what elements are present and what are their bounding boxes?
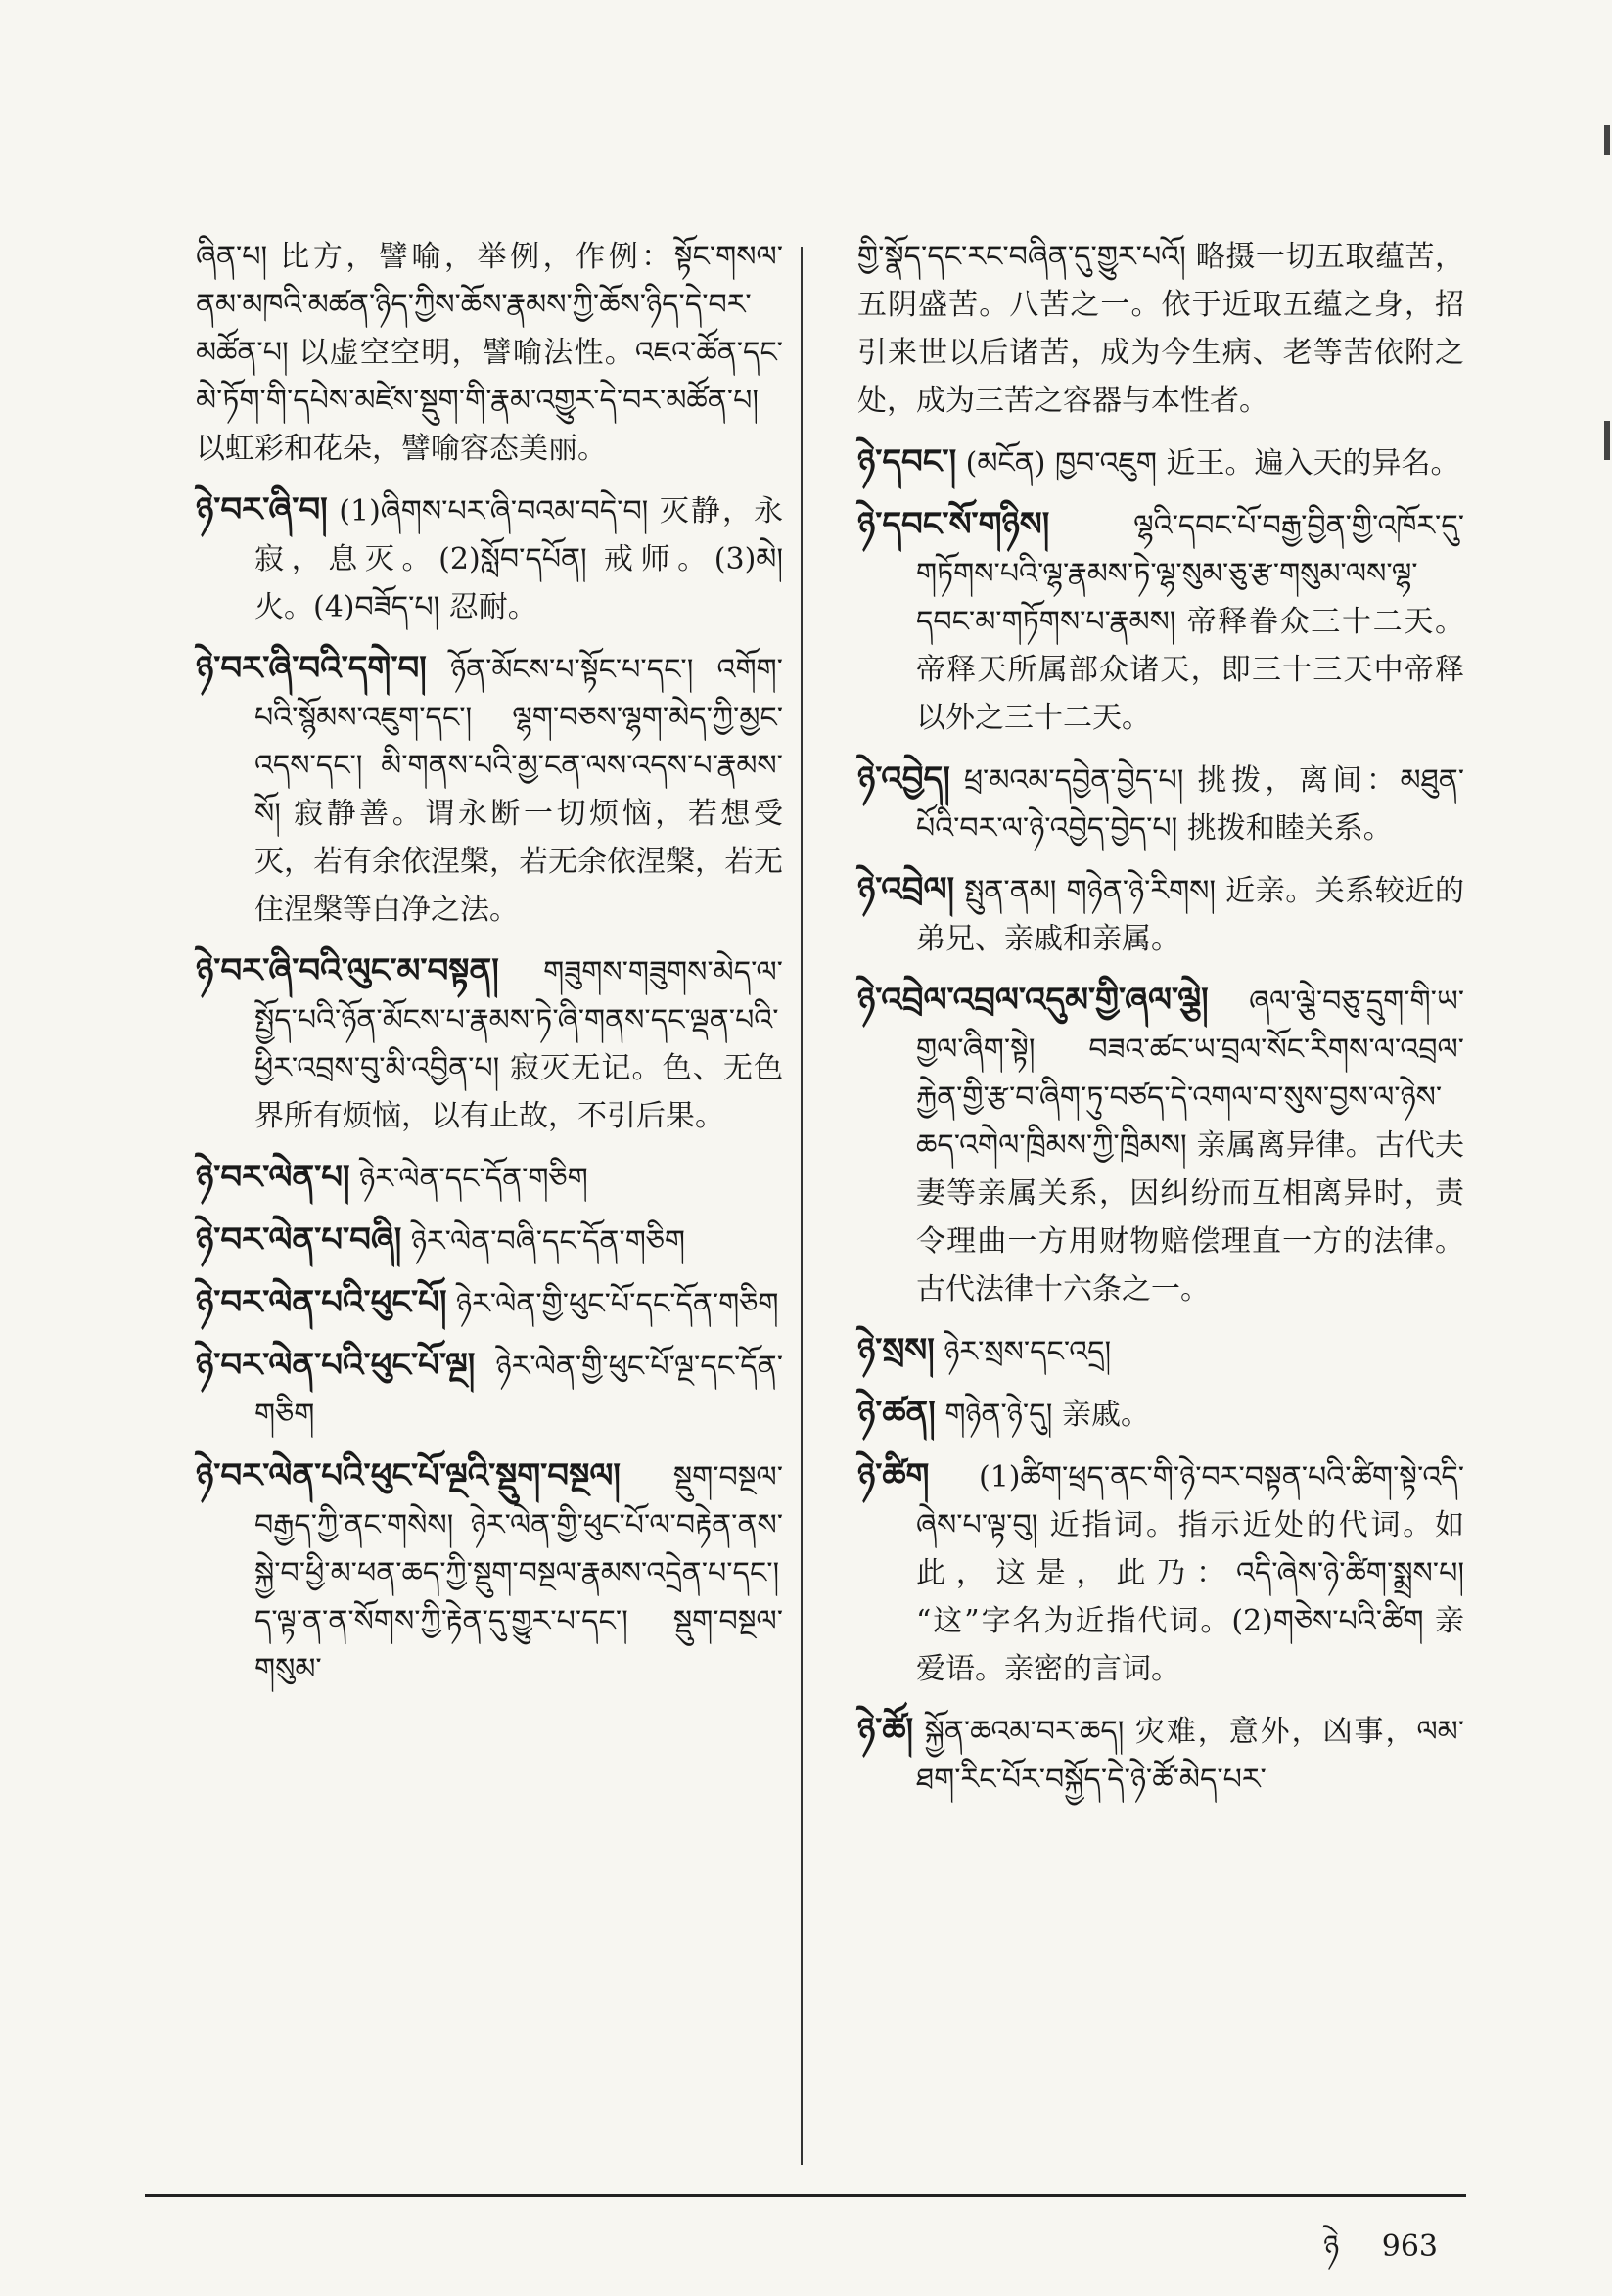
entry-headword: ཉེ་བར་ཞི་བའི་དགེ་བ། <box>196 649 427 688</box>
entry-headword: ཉེ་དབང་། <box>857 442 957 482</box>
dictionary-entry <box>196 1452 783 1693</box>
entry-headword: ཉེ་འབྲེལ། <box>857 870 955 909</box>
section-marker: ཉེ <box>1323 2229 1340 2264</box>
dictionary-entry <box>857 1327 1464 1376</box>
dictionary-entry <box>196 233 783 473</box>
entry-definition: ཞལ་ལྕེ་བཅུ་དྲུག་གི་ཡ་གྱལ་ཞིག་སྟེ། བཟའ་ཚང་ཡ་བྲལ་སོང་རིགས་ལ་འབྲལ་རྐྱེན་གྱི་རྩ་བ་ཞིག་ཏུ་བཙད་དེ་འགལ་བ་སུས་བྱས་ལ་ཉེས་ཆད་འགེལ་ཁྲིམས་ཀྱི་ཁྲིམས། 亲属离异律。古代夫妻等亲属关系，因纠纷而互相离异时，责令理曲一方用财物赔偿理直一方的法律。古代法律十六条之一。 <box>916 985 1464 1307</box>
entry-headword: ཉེ་བར་ཞི་བའི་ལུང་མ་བསྟན། <box>196 951 499 990</box>
dictionary-entry <box>857 756 1464 852</box>
entry-headword: ཉེ་བར་ལེན་པའི་ཕུང་པོ། <box>196 1283 447 1322</box>
left-column <box>196 233 783 1707</box>
entry-definition: གཉེན་ཉེ་དུ། 亲戚。 <box>944 1398 1151 1432</box>
entry-definition: (མངོན) ཁྱབ་འཇུག 近王。遍入天的异名。 <box>965 446 1460 481</box>
entry-headword: ཉེ་བར་ལེན་པའི་ཕུང་པོ་ལྔའི་སྡུག་བསྔལ། <box>196 1456 621 1495</box>
dictionary-entry <box>196 1217 783 1265</box>
dictionary-entry <box>857 1452 1464 1693</box>
dictionary-entry <box>196 645 783 934</box>
entry-headword: ཉེ་སྲས། <box>857 1331 935 1370</box>
entry-definition: ལྷའི་དབང་པོ་བརྒྱ་བྱིན་གྱི་འཁོར་དུ་གཏོགས་པའི་ལྷ་རྣམས་ཏེ་ལྷ་སུམ་ཅུ་རྩ་གསུམ་ལས་ལྷ་དབང་མ་གཏོགས་པ་རྣམས། 帝释眷众三十二天。帝释天所属部众诸天，即三十三天中帝释以外之三十二天。 <box>916 509 1464 735</box>
footer-rule <box>145 2194 1466 2197</box>
dictionary-entry <box>857 501 1464 742</box>
column-divider <box>801 247 803 2165</box>
dictionary-entry <box>857 977 1464 1313</box>
entry-headword: ཉེ་འབྱེད། <box>857 759 950 799</box>
page-footer <box>1290 2214 1438 2296</box>
entry-definition: ཉེར་ལེན་དང་དོན་གཅིག <box>359 1162 588 1196</box>
entry-definition: (1)ཚིག་ཕྲད་ནང་གི་ཉེ་བར་བསྟན་པའི་ཚིག་སྟེ་འདི་ཞེས་པ་ལྟ་བུ། 近指词。指示近处的代词。如此，这是，此乃：འདི་ཞེས་ཉེ་ཚིག་སྨྲས་པ། “这”字名为近指代词。(2)གཅེས་པའི་ཚིག 亲爱语。亲密的言词。 <box>916 1460 1464 1686</box>
entry-definition: ཞིན་པ། 比方，譬喻，举例，作例：སྟོང་གསལ་ནམ་མཁའི་མཚན་ཉིད་ཀྱིས་ཆོས་རྣམས་ཀྱི་ཆོས་ཉིད་དེ་བར་མཚོན་པ། 以虚空空明，譬喻法性。འཇའ་ཚོན་དང་མེ་ཏོག་གི་དཔེས་མཛེས་སྡུག་གི་རྣམ་འགྱུར་དེ་བར་མཚོན་པ། 以虹彩和花朵，譬喻容态美丽。 <box>196 240 783 466</box>
dictionary-entry <box>196 1154 783 1203</box>
entry-headword: ཉེ་ཚན། <box>857 1394 936 1433</box>
dictionary-entry <box>196 1342 783 1439</box>
dictionary-entry <box>857 438 1464 487</box>
entry-definition: ཉོན་མོངས་པ་སྟོང་པ་དང་། འགོག་པའི་སྙོམས་འཇུག་དང་། ལྷག་བཅས་ལྷག་མེད་ཀྱི་མྱང་འདས་དང་། མི་གནས་པའི་མྱ་ངན་ལས་འདས་པ་རྣམས་སོ། 寂静善。谓永断一切烦恼，若想受灭，若有余依涅槃，若无余依涅槃，若无住涅槃等白净之法。 <box>254 653 783 927</box>
page-number: 963 <box>1381 2229 1438 2264</box>
entry-headword: ཉེ་བར་ཞི་བ། <box>196 490 328 529</box>
entry-definition: ཉེར་ལེན་བཞི་དང་དོན་གཅིག <box>410 1224 686 1259</box>
entry-headword: ཉེ་བར་ལེན་པ་བཞི། <box>196 1220 402 1260</box>
dictionary-entry <box>857 233 1464 425</box>
entry-headword: ཉེ་ཚིག <box>857 1456 930 1495</box>
dictionary-entry <box>196 486 783 631</box>
entry-headword: ཉེ་ཚོ། <box>857 1711 914 1750</box>
dictionary-entry <box>857 1707 1464 1804</box>
dictionary-entry <box>857 1390 1464 1439</box>
entry-definition: གཟུགས་གཟུགས་མེད་ལ་སྤྱོད་པའི་ཉོན་མོངས་པ་རྣམས་ཏེ་ཞི་གནས་དང་ལྡན་པའི་ཕྱིར་འབྲས་བུ་མི་འབྱིན་པ། 寂灭无记。色、无色界所有烦恼，以有止故，不引后果。 <box>254 955 783 1133</box>
entry-headword: ཉེ་བར་ལེན་པ། <box>196 1158 350 1197</box>
dictionary-entry <box>196 1279 783 1328</box>
entry-definition: ཉེར་སྲས་དང་འདྲ། <box>944 1335 1112 1369</box>
entry-definition: སྤུན་ནམ། གཉེན་ཉེ་རིགས། 近亲。关系较近的弟兄、亲戚和亲属。 <box>916 874 1464 956</box>
entry-headword: ཉེ་འབྲེལ་འབྲལ་འདུམ་གྱི་ཞལ་ལྕེ། <box>857 981 1209 1020</box>
entry-definition: ཕྲ་མའམ་དབྱེན་བྱེད་པ། 挑拨，离间：མཐུན་པོའི་བར་ལ་ཉེ་འབྱེད་བྱེད་པ། 挑拨和睦关系。 <box>916 763 1464 846</box>
edge-mark <box>1604 421 1610 460</box>
entry-definition: (1)ཞིགས་པར་ཞི་བའམ་བདེ་བ། 灭静，永寂，息灭。(2)སློབ་དཔོན། 戒师。(3)མེ། 火。(4)བཟོད་པ། 忍耐。 <box>254 494 783 624</box>
entry-headword: ཉེ་བར་ལེན་པའི་ཕུང་པོ་ལྔ། <box>196 1346 476 1385</box>
entry-definition: གྱི་སྣོད་དང་རང་བཞིན་དུ་གྱུར་པའོ། 略摄一切五取蕴苦，五阴盛苦。八苦之一。依于近取五蕴之身，招引来世以后诸苦，成为今生病、老等苦依附之处，成为三苦之容器与本性者。 <box>857 240 1464 418</box>
edge-mark <box>1604 125 1610 155</box>
entry-headword: ཉེ་དབང་སོ་གཉིས། <box>857 505 1050 544</box>
right-column <box>857 233 1464 1817</box>
dictionary-entry <box>857 866 1464 963</box>
entry-definition: ཉེར་ལེན་གྱི་ཕུང་པོ་ལྔ་དང་དོན་གཅིག <box>254 1350 783 1432</box>
entry-definition: ཉེར་ལེན་གྱི་ཕུང་པོ་དང་དོན་གཅིག <box>456 1287 779 1321</box>
dictionary-entry <box>196 947 783 1140</box>
entry-definition: སྡུག་བསྔལ་བརྒྱད་ཀྱི་ནང་གསེས། ཉེར་ལེན་གྱི་ཕུང་པོ་ལ་བརྟེན་ནས་སྐྱེ་བ་ཕྱི་མ་ཕན་ཆད་ཀྱི་སྡུག་བསྔལ་རྣམས་འདྲེན་པ་དང་། ད་ལྟ་ན་ན་སོགས་ཀྱི་རྟེན་དུ་གྱུར་པ་དང་། སྡུག་བསྔལ་གསུམ་ <box>254 1460 783 1686</box>
entry-definition: སྐྱོན་ཆའམ་བར་ཆད། 灾难，意外，凶事，ལམ་ཐག་རིང་པོར་བསྐྱོད་དེ་ཉེ་ཚོ་མེད་པར་ <box>916 1715 1464 1797</box>
